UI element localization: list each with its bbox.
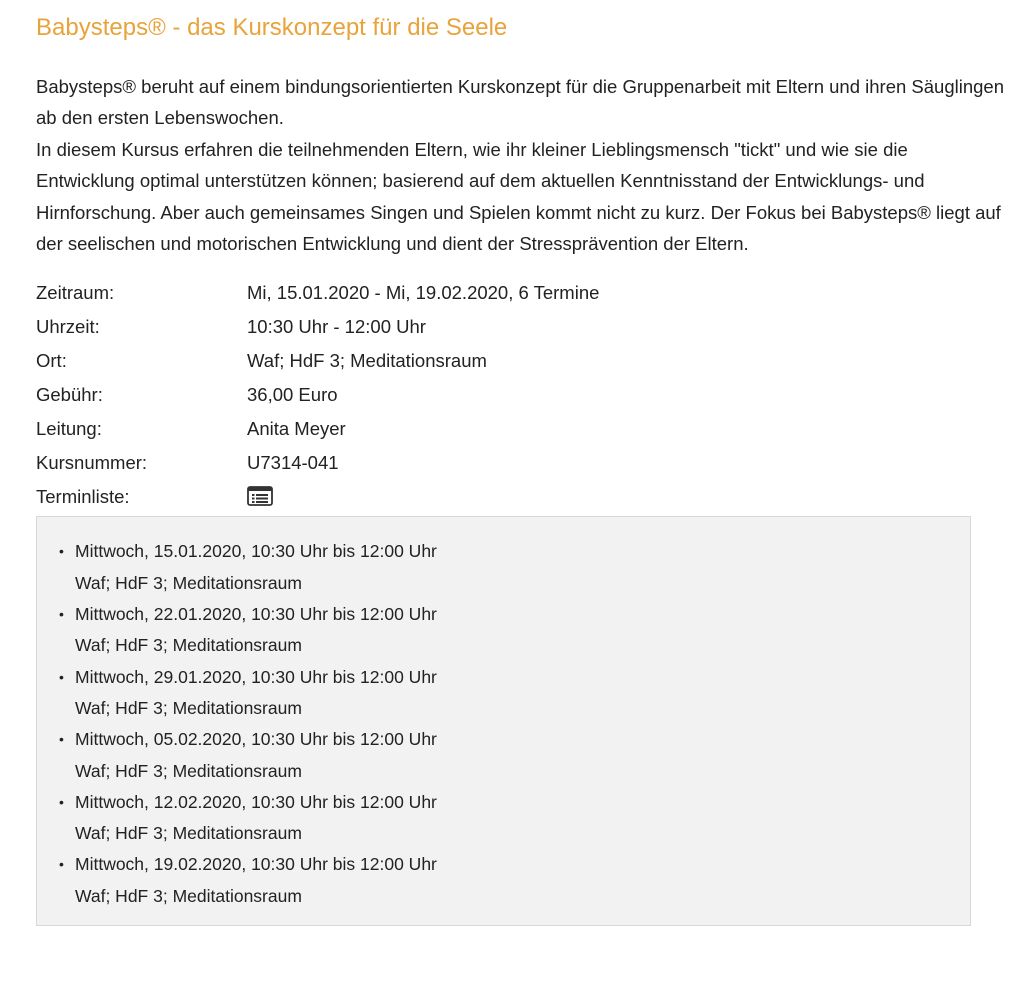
gebuehr-label: Gebühr: [36,384,103,406]
page-title: Babysteps® - das Kurskonzept für die Seele [36,14,508,41]
termin-datetime: Mittwoch, 12.02.2020, 10:30 Uhr bis 12:00 Uhr [75,791,437,812]
terminliste-label: Terminliste: [36,486,130,508]
termin-location: Waf; HdF 3; Meditationsraum [75,885,302,906]
termin-list-panel [36,516,971,926]
termin-location: Waf; HdF 3; Meditationsraum [75,572,302,593]
termin-datetime: Mittwoch, 29.01.2020, 10:30 Uhr bis 12:00 Uhr [75,666,437,687]
detail-row-leitung [36,412,1011,446]
bullet-icon: • [59,668,64,685]
uhrzeit-label: Uhrzeit: [36,316,100,338]
zeitraum-value: Mi, 15.01.2020 - Mi, 19.02.2020, 6 Termine [247,282,600,304]
leitung-label: Leitung: [36,418,102,440]
termin-item [59,849,970,912]
termin-datetime: Mittwoch, 05.02.2020, 10:30 Uhr bis 12:00 Uhr [75,729,437,750]
ort-value: Waf; HdF 3; Meditationsraum [247,350,487,372]
termin-datetime: Mittwoch, 22.01.2020, 10:30 Uhr bis 12:00 Uhr [75,604,437,625]
bullet-icon: • [59,856,64,873]
detail-row-uhrzeit [36,310,1011,344]
gebuehr-value: 36,00 Euro [247,384,338,406]
detail-row-kursnummer [36,446,1011,480]
bullet-icon: • [59,731,64,748]
termin-datetime: Mittwoch, 15.01.2020, 10:30 Uhr bis 12:00 Uhr [75,541,437,562]
termin-item [59,724,970,787]
detail-row-terminliste [36,480,1011,514]
course-description [36,71,1011,259]
course-details [36,276,1011,514]
description-paragraph-1: Babysteps® beruht auf einem bindungsorientierten Kurskonzept für die Gruppenarbeit mit Eltern und ihren Säuglingen ab den ersten Lebenswochen. [36,76,1004,129]
termin-location: Waf; HdF 3; Meditationsraum [75,697,302,718]
kursnummer-label: Kursnummer: [36,452,148,474]
bullet-icon: • [59,543,64,560]
termin-item [59,787,970,850]
leitung-value: Anita Meyer [247,418,346,440]
list-icon[interactable] [247,486,273,506]
course-page [36,0,1011,926]
description-paragraph-2: In diesem Kursus erfahren die teilnehmenden Eltern, wie ihr kleiner Lieblingsmensch "tickt" und wie sie die Entwicklung optimal unterstützen können; basierend auf dem aktuellen Kenntnisstand der Entwicklungs- und Hirnforschung. Aber auch gemeinsames Singen und Spielen kommt nicht zu kurz. Der Fokus bei Babysteps® liegt auf der seelischen und motorischen Entwicklung und dient der Stressprävention der Eltern. [36,138,1001,255]
termin-item [59,662,970,725]
termin-location: Waf; HdF 3; Meditationsraum [75,760,302,781]
bullet-icon: • [59,793,64,810]
ort-label: Ort: [36,350,67,372]
zeitraum-label: Zeitraum: [36,282,115,304]
termin-location: Waf; HdF 3; Meditationsraum [75,635,302,656]
termin-item [59,536,970,599]
termin-item [59,599,970,662]
kursnummer-value: U7314-041 [247,452,339,474]
bullet-icon: • [59,606,64,623]
termin-list [37,536,970,912]
termin-datetime: Mittwoch, 19.02.2020, 10:30 Uhr bis 12:00 Uhr [75,854,437,875]
detail-row-zeitraum [36,276,1011,310]
terminliste-toggle[interactable] [247,480,1011,514]
detail-row-gebuehr [36,378,1011,412]
uhrzeit-value: 10:30 Uhr - 12:00 Uhr [247,316,426,338]
detail-row-ort [36,344,1011,378]
termin-location: Waf; HdF 3; Meditationsraum [75,823,302,844]
